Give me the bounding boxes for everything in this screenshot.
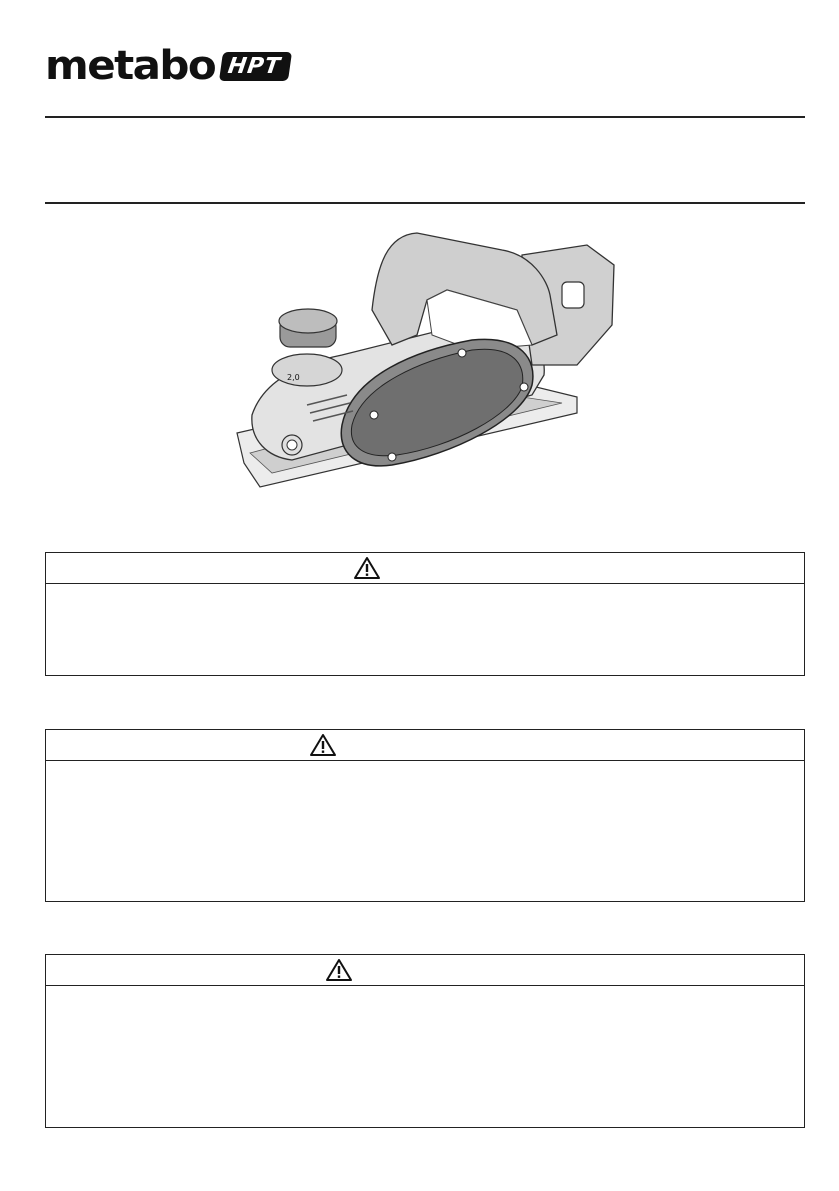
warning-box-1 xyxy=(45,552,805,676)
title-divider xyxy=(45,202,805,204)
warning-box-3 xyxy=(45,954,805,1128)
warning-triangle-icon xyxy=(325,958,353,982)
top-divider xyxy=(45,116,805,118)
brand-wordmark: metabo xyxy=(45,43,216,89)
brand-logo xyxy=(45,43,290,89)
warning-header-1 xyxy=(46,553,804,584)
depth-scale-text: 2,0 xyxy=(287,373,300,382)
warning-header-2 xyxy=(46,730,804,761)
warning-triangle-icon xyxy=(353,556,381,580)
brand-badge: HPT xyxy=(219,52,292,81)
warning-triangle-icon xyxy=(309,733,337,757)
warning-box-2 xyxy=(45,729,805,902)
cordless-planer-illustration xyxy=(232,225,617,490)
warning-header-3 xyxy=(46,955,804,986)
